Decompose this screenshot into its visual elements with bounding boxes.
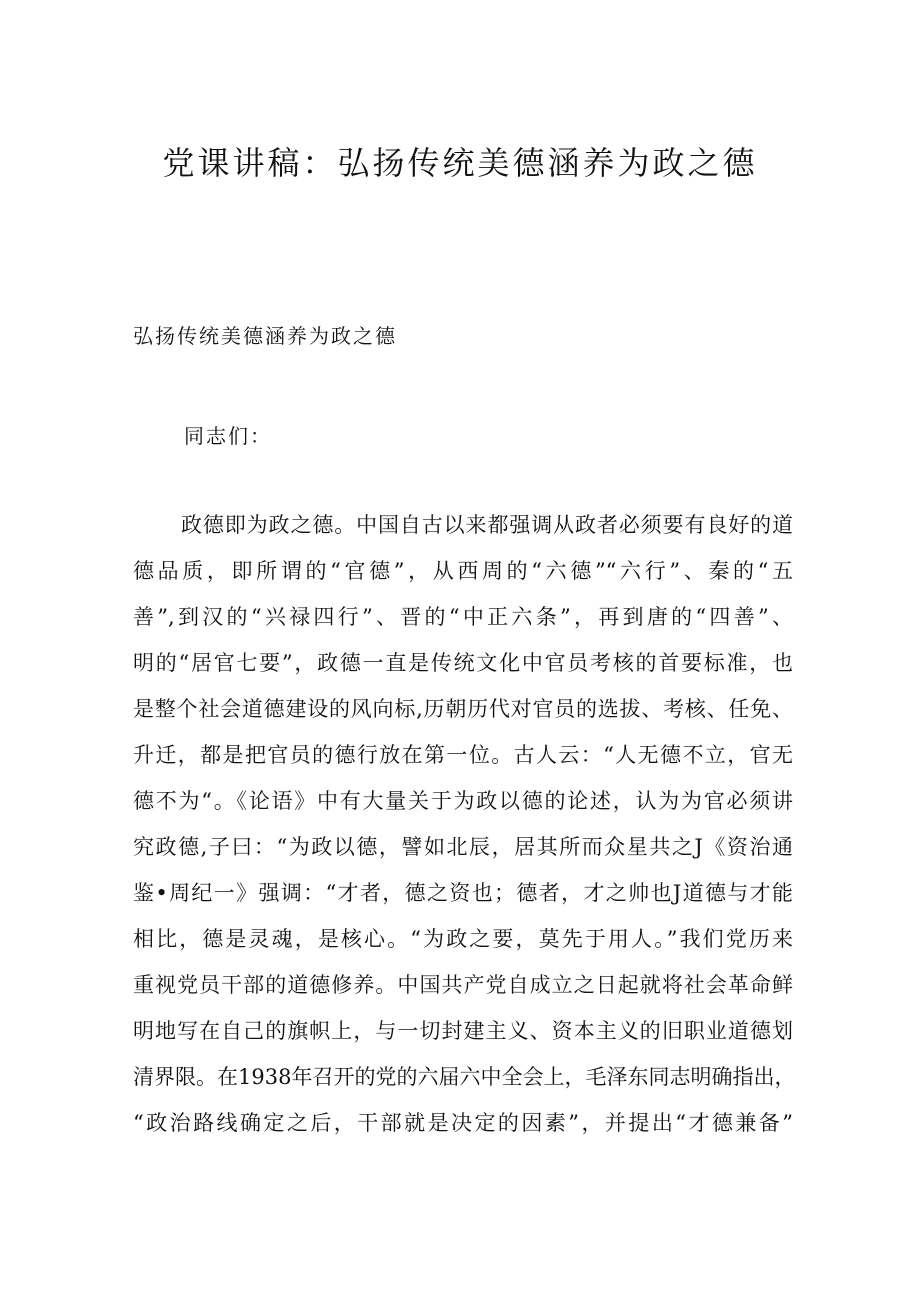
document-title: 党课讲稿：弘扬传统美德涵养为政之德 (162, 144, 758, 182)
body-line: 鉴•周纪一》强调：“才者，德之资也；德者，才之帅也J道德与才能 (133, 881, 793, 905)
body-line: 是整个社会道德建设的风向标,历朝历代对官员的选拔、考核、任免、 (133, 697, 793, 721)
salutation: 同志们： (184, 424, 272, 448)
body-line: 德品质，即所谓的“官德”，从西周的“六德”“六行”、秦的“五 (133, 559, 793, 583)
body-line: 升迁，都是把官员的德行放在第一位。古人云：“人无德不立，官无 (133, 743, 793, 767)
body-line: 德不为“。《论语》中有大量关于为政以德的论述，认为为官必须讲 (133, 789, 793, 813)
body-line: 善”,到汉的“兴禄四行”、晋的“中正六条”，再到唐的“四善”、 (133, 605, 793, 629)
body-paragraph (133, 510, 796, 1154)
body-line: “政治路线确定之后，干部就是决定的因素”，并提出“才德兼备” (133, 1111, 793, 1135)
body-line: 相比，德是灵魂，是核心。“为政之要，莫先于用人。”我们党历来 (133, 927, 793, 951)
body-line: 政德即为政之德。中国自古以来都强调从政者必须要有良好的道 (181, 513, 793, 537)
body-line: 重视党员干部的道德修养。中国共产党自成立之日起就将社会革命鲜 (133, 973, 793, 997)
body-line: 究政德,子曰：“为政以德，譬如北辰，居其所而众星共之J《资治通 (133, 835, 793, 859)
body-line: 明地写在自己的旗帜上，与一切封建主义、资本主义的旧职业道德划 (133, 1019, 793, 1043)
document-subtitle: 弘扬传统美德涵养为政之德 (133, 324, 397, 348)
body-line: 明的“居官七要”，政德一直是传统文化中官员考核的首要标准，也 (133, 651, 793, 675)
body-line: 清界限。在1938年召开的党的六届六中全会上，毛泽东同志明确指出， (133, 1065, 796, 1089)
